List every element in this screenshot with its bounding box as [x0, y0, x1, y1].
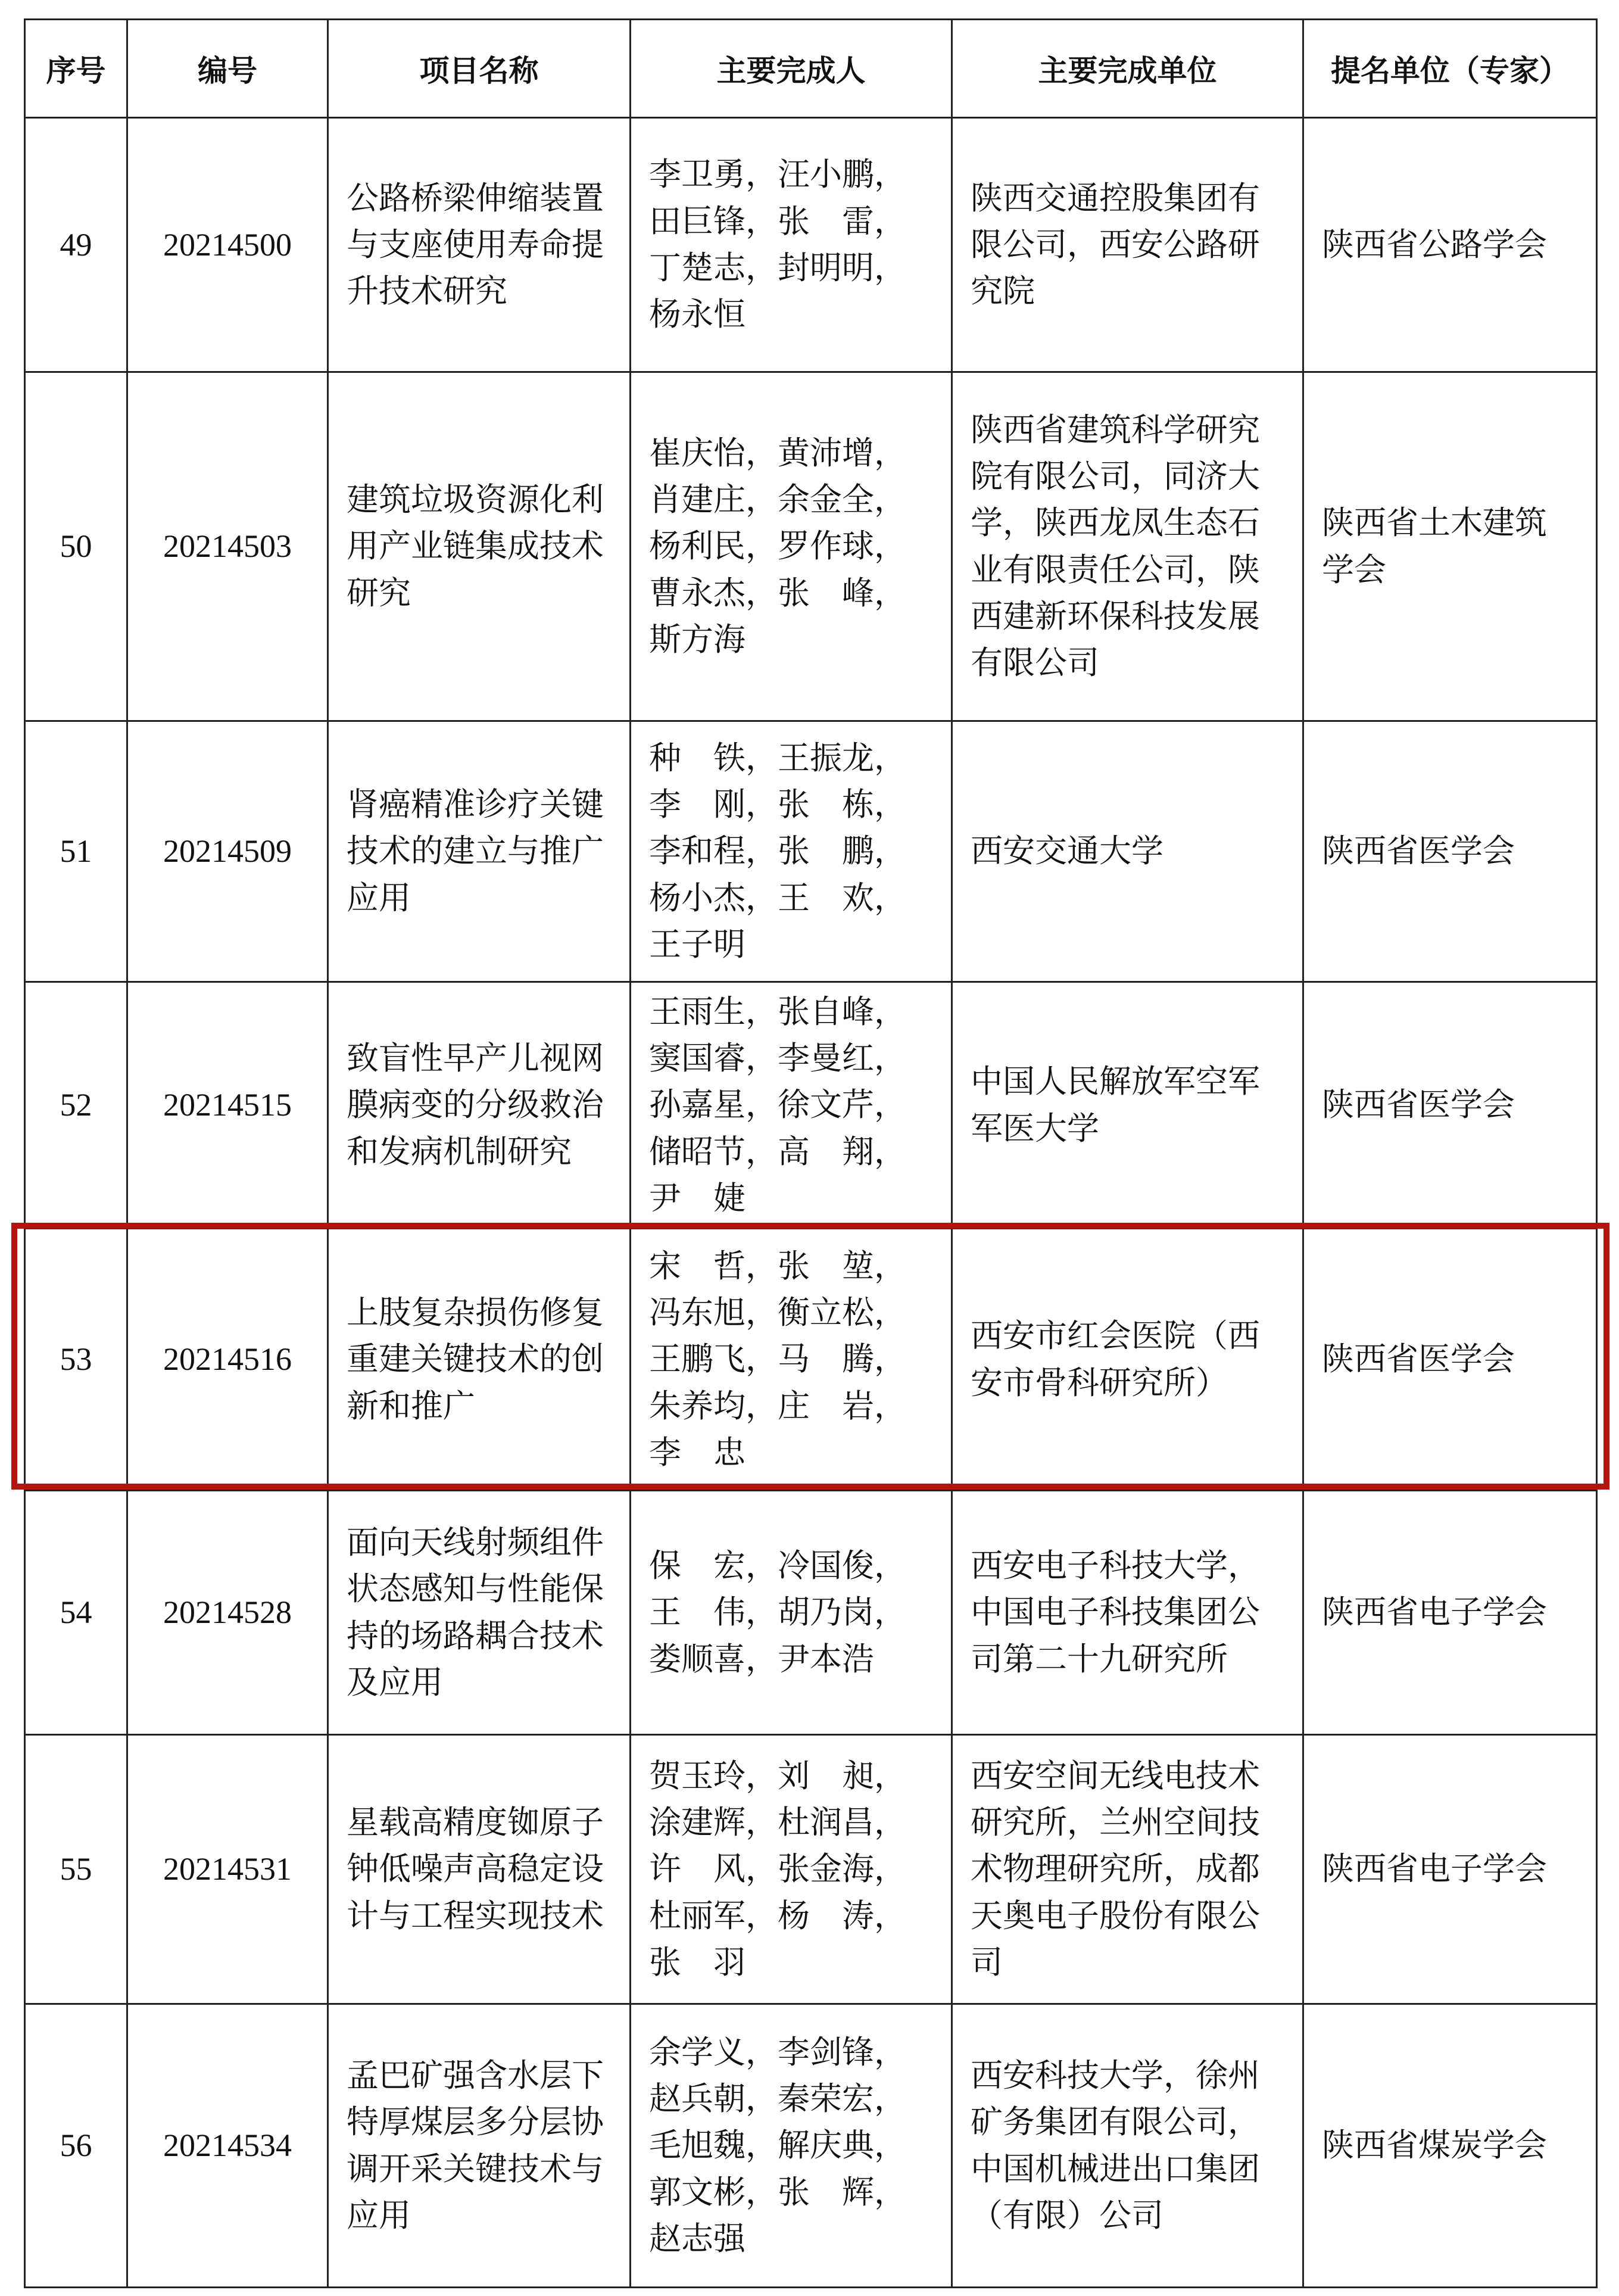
cell-contributors — [631, 118, 952, 372]
cell-code: 20214534 — [127, 2004, 328, 2288]
table-row — [25, 1491, 1597, 1735]
contributor-line: 王雨生，张自峰， — [649, 992, 906, 1030]
cell-nominator: 陕西省土木建筑学会 — [1303, 372, 1597, 721]
cell-code: 20214531 — [127, 1735, 328, 2004]
contributor-line: 田巨锋，张 雷， — [649, 202, 906, 240]
contributor-line: 杜丽军，杨 涛， — [649, 1896, 906, 1934]
cell-code: 20214515 — [127, 982, 328, 1229]
cell-units: 西安空间无线电技术研究所，兰州空间技术物理研究所，成都天奥电子股份有限公司 — [952, 1735, 1303, 2004]
cell-project-name: 建筑垃圾资源化利用产业链集成技术研究 — [328, 372, 631, 721]
contributor-line: 窦国睿，李曼红， — [649, 1039, 906, 1077]
cell-contributors — [631, 2004, 952, 2288]
cell-seq: 53 — [25, 1229, 127, 1491]
cell-units: 西安电子科技大学，中国电子科技集团公司第二十九研究所 — [952, 1491, 1303, 1735]
contributor-line: 张 羽 — [649, 1943, 745, 1981]
contributor-line: 李和程，张 鹏， — [649, 832, 906, 870]
table-row — [25, 721, 1597, 982]
cell-units: 中国人民解放军空军军医大学 — [952, 982, 1303, 1229]
contributor-line: 毛旭魏，解庆典， — [649, 2126, 906, 2164]
contributor-line: 杨永恒 — [649, 295, 745, 334]
contributor-line: 保 宏，冷国俊， — [649, 1547, 906, 1585]
table-row — [25, 982, 1597, 1229]
contributor-line: 崔庆怡，黄沛增， — [649, 434, 906, 472]
cell-code: 20214528 — [127, 1491, 328, 1735]
contributor-line: 朱养均，庄 岩， — [649, 1387, 906, 1425]
row-highlight-box — [11, 1223, 1609, 1490]
contributor-line: 种 铁，王振龙， — [649, 739, 906, 777]
contributor-line: 杨小杰，王 欢， — [649, 878, 906, 917]
contributor-line: 贺玉玲，刘 昶， — [649, 1756, 906, 1795]
awards-table — [24, 18, 1598, 2288]
contributor-line: 王子明 — [649, 925, 745, 963]
contributor-line: 许 风，张金海， — [649, 1850, 906, 1888]
cell-nominator: 陕西省电子学会 — [1303, 1491, 1597, 1735]
cell-nominator: 陕西省医学会 — [1303, 1229, 1597, 1491]
cell-project-name: 致盲性早产儿视网膜病变的分级救治和发病机制研究 — [328, 982, 631, 1229]
header-nominator: 提名单位（专家） — [1303, 20, 1597, 118]
cell-seq: 50 — [25, 372, 127, 721]
cell-seq: 54 — [25, 1491, 127, 1735]
cell-nominator: 陕西省煤炭学会 — [1303, 2004, 1597, 2288]
cell-units: 西安交通大学 — [952, 721, 1303, 982]
table-row — [25, 1735, 1597, 2004]
cell-code: 20214500 — [127, 118, 328, 372]
contributor-line: 斯方海 — [649, 620, 745, 658]
contributor-line: 尹 婕 — [649, 1179, 745, 1217]
contributor-line: 赵兵朝，秦荣宏， — [649, 2080, 906, 2118]
cell-units: 陕西省建筑科学研究院有限公司，同济大学，陕西龙凤生态石业有限责任公司，陕西建新环保科技发展有限公司 — [952, 372, 1303, 721]
header-main-units: 主要完成单位 — [952, 20, 1303, 118]
table-row — [25, 118, 1597, 372]
contributor-line: 曹永杰，张 峰， — [649, 574, 906, 612]
contributor-line: 余学义，李剑锋， — [649, 2033, 906, 2071]
cell-units: 陕西交通控股集团有限公司，西安公路研究院 — [952, 118, 1303, 372]
contributor-line: 储昭节，高 翔， — [649, 1132, 906, 1170]
cell-nominator: 陕西省电子学会 — [1303, 1735, 1597, 2004]
contributor-line: 赵志强 — [649, 2219, 745, 2257]
contributor-line: 郭文彬，张 辉， — [649, 2173, 906, 2211]
header-row — [25, 20, 1597, 118]
cell-units: 西安市红会医院（西安市骨科研究所） — [952, 1229, 1303, 1491]
contributor-line: 冯东旭，衡立松， — [649, 1294, 906, 1332]
cell-code: 20214503 — [127, 372, 328, 721]
cell-code: 20214516 — [127, 1229, 328, 1491]
cell-project-name: 肾癌精准诊疗关键技术的建立与推广应用 — [328, 721, 631, 982]
cell-nominator: 陕西省医学会 — [1303, 721, 1597, 982]
contributor-line: 王 伟，胡乃岗， — [649, 1593, 906, 1631]
cell-project-name: 公路桥梁伸缩装置与支座使用寿命提升技术研究 — [328, 118, 631, 372]
cell-contributors — [631, 372, 952, 721]
contributor-line: 李 忠 — [649, 1433, 745, 1471]
table-row — [25, 372, 1597, 721]
header-project-name: 项目名称 — [328, 20, 631, 118]
cell-seq: 52 — [25, 982, 127, 1229]
contributor-line: 肖建庄，余金全， — [649, 481, 906, 519]
contributor-line: 杨利民，罗作球， — [649, 527, 906, 565]
cell-nominator: 陕西省公路学会 — [1303, 118, 1597, 372]
cell-code: 20214509 — [127, 721, 328, 982]
table-row — [25, 2004, 1597, 2288]
cell-project-name: 上肢复杂损伤修复重建关键技术的创新和推广 — [328, 1229, 631, 1491]
header-code: 编号 — [127, 20, 328, 118]
contributor-line: 娄顺喜，尹本浩 — [649, 1640, 874, 1678]
cell-units: 西安科技大学，徐州矿务集团有限公司，中国机械进出口集团（有限）公司 — [952, 2004, 1303, 2288]
cell-seq: 56 — [25, 2004, 127, 2288]
cell-contributors — [631, 982, 952, 1229]
contributor-line: 王鹏飞，马 腾， — [649, 1340, 906, 1378]
cell-seq: 49 — [25, 118, 127, 372]
header-seq: 序号 — [25, 20, 127, 118]
contributor-line: 李卫勇，汪小鹏， — [649, 155, 906, 194]
contributor-line: 李 刚，张 栋， — [649, 786, 906, 824]
cell-project-name: 面向天线射频组件状态感知与性能保持的场路耦合技术及应用 — [328, 1491, 631, 1735]
header-main-contributors: 主要完成人 — [631, 20, 952, 118]
cell-contributors — [631, 1491, 952, 1735]
cell-project-name: 孟巴矿强含水层下特厚煤层多分层协调开采关键技术与应用 — [328, 2004, 631, 2288]
contributor-line: 涂建辉，杜润昌， — [649, 1803, 906, 1842]
cell-seq: 51 — [25, 721, 127, 982]
cell-project-name: 星载高精度铷原子钟低噪声高稳定设计与工程实现技术 — [328, 1735, 631, 2004]
cell-nominator: 陕西省医学会 — [1303, 982, 1597, 1229]
contributor-line: 孙嘉星，徐文芹， — [649, 1086, 906, 1124]
cell-contributors — [631, 721, 952, 982]
cell-contributors — [631, 1735, 952, 2004]
contributor-line: 丁楚志，封明明， — [649, 249, 906, 286]
cell-seq: 55 — [25, 1735, 127, 2004]
contributor-line: 宋 哲，张 堃， — [649, 1247, 906, 1285]
